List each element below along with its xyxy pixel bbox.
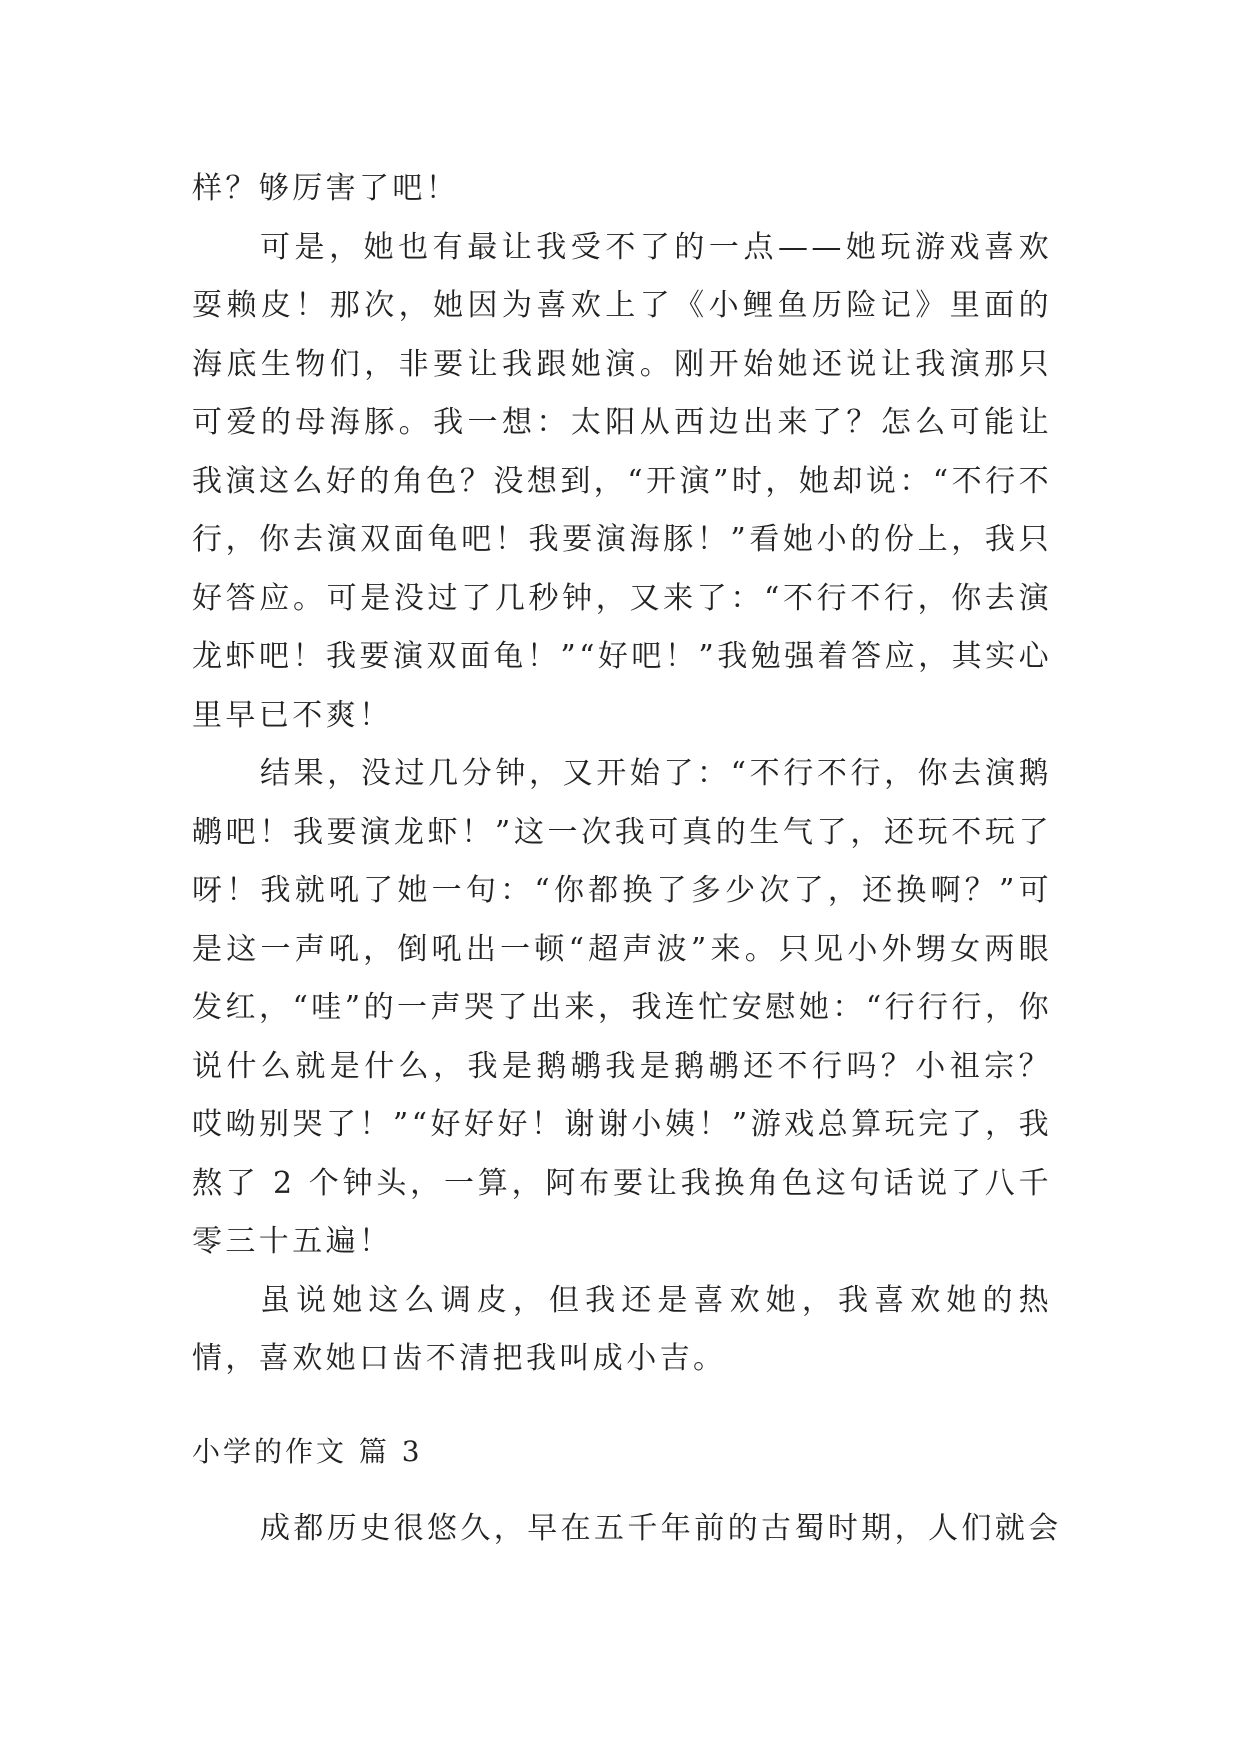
essay-body — [192, 160, 1052, 1389]
section-first-line: 成都历史很悠久，早在五千年前的古蜀时期，人们就会 — [260, 1511, 1062, 1546]
paragraph-2: 可是，她也有最让我受不了的一点——她玩游戏喜欢耍赖皮！那次，她因为喜欢上了《小鲤鱼历险记》里面的海底生物们，非要让我跟她演。刚开始她还说让我演那只可爱的母海豚。我一想：太阳从西边出来了？怎么可能让我演这么好的角色？没想到，“开演”时，她却说：“不行不行，你去演双面龟吧！我要演海豚！”看她小的份上，我只好答应。可是没过了几秒钟，又来了：“不行不行，你去演龙虾吧！我要演双面龟！”“好吧！”我勉强着答应，其实心里早已不爽！ — [192, 229, 1052, 733]
paragraph-continuation: 样？够厉害了吧！ — [192, 171, 460, 206]
section-heading: 小学的作文 篇 3 — [192, 1435, 423, 1468]
paragraph-4: 虽说她这么调皮，但我还是喜欢她，我喜欢她的热情，喜欢她口齿不清把我叫成小吉。 — [192, 1282, 1052, 1376]
section-body — [192, 1500, 1062, 1559]
paragraph-3: 结果，没过几分钟，又开始了：“不行不行，你去演鹅鹕吧！我要演龙虾！”这一次我可真的生气了，还玩不玩了呀！我就吼了她一句：“你都换了多少次了，还换啊？”可是这一声吼，倒吼出一顿“超声波”来。只见小外甥女两眼发红，“哇”的一声哭了出来，我连忙安慰她：“行行行，你说什么就是什么，我是鹅鹕我是鹅鹕还不行吗？小祖宗？哎呦别哭了！”“好好好！谢谢小姨！”游戏总算玩完了，我熬了 2 个钟头，一算，阿布要让我换角色这句话说了八千零三十五遍！ — [192, 756, 1052, 1259]
